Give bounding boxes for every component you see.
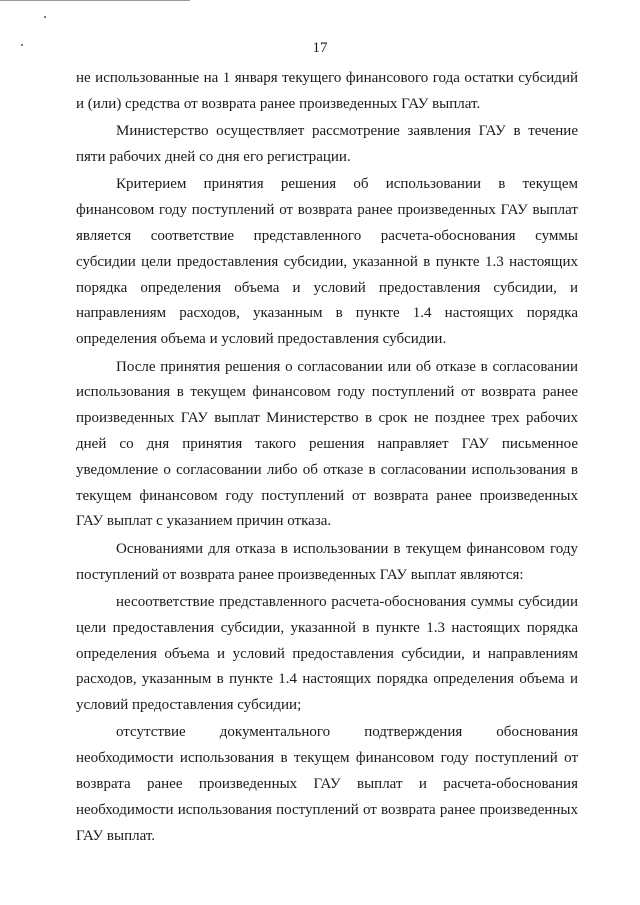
- paragraph-continuation: не использованные на 1 января текущего финансового года остатки субсидий и (или) средства от возврата ранее произведенных ГАУ выплат.: [76, 70, 578, 112]
- paragraph-ground-no-documents: отсутствие документального подтверждения обоснования необходимости использования в текущем финансовом году поступлений от возврата ранее произведенных ГАУ выплат и расчета-обоснования необходимости использования поступлений от возврата ранее произведенных ГАУ выплат.: [76, 724, 578, 844]
- document-body: [76, 66, 578, 849]
- paragraph-refusal-grounds: Основаниями для отказа в использовании в текущем финансовом году поступлений от возврата ранее произведенных ГАУ выплат являются:: [76, 540, 578, 583]
- scan-speck: [44, 16, 46, 18]
- paragraph-ground-mismatch: несоответствие представленного расчета-обоснования суммы субсидии цели предоставления субсидии, указанной в пункте 1.3 настоящих порядка определения объема и условий предоставления субсидии, и направлениям расходов, указанным в пункте 1.4 настоящих порядка определения объема и условий предоставления субсидии;: [76, 593, 578, 714]
- scan-top-rule: [0, 0, 190, 1]
- paragraph-review-period: Министерство осуществляет рассмотрение заявления ГАУ в течение пяти рабочих дней со дня его регистрации.: [76, 123, 578, 165]
- paragraph-notification: После принятия решения о согласовании или об отказе в согласовании использования в текущем финансовом году поступлений от возврата ранее произведенных ГАУ выплат Министерство в срок не позднее трех рабочих дней со дня принятия такого решения направляет ГАУ письменное уведомление о согласовании либо об отказе в согласовании использования в текущем финансовом году поступлений от возврата ранее произведенных ГАУ выплат с указанием причин отказа.: [76, 358, 578, 530]
- page-number: 17: [312, 40, 328, 56]
- paragraph-decision-criterion: Критерием принятия решения об использовании в текущем финансовом году поступлений от возврата ранее произведенных ГАУ выплат является соответствие представленного расчета-обоснования суммы субсидии цели предоставления субсидии, указанной в пункте 1.3 настоящих порядка определения объема и условий предоставления субсидии, и направлениям расходов, указанным в пункте 1.4 настоящих порядка определения объема и условий предоставления субсидии.: [76, 176, 578, 348]
